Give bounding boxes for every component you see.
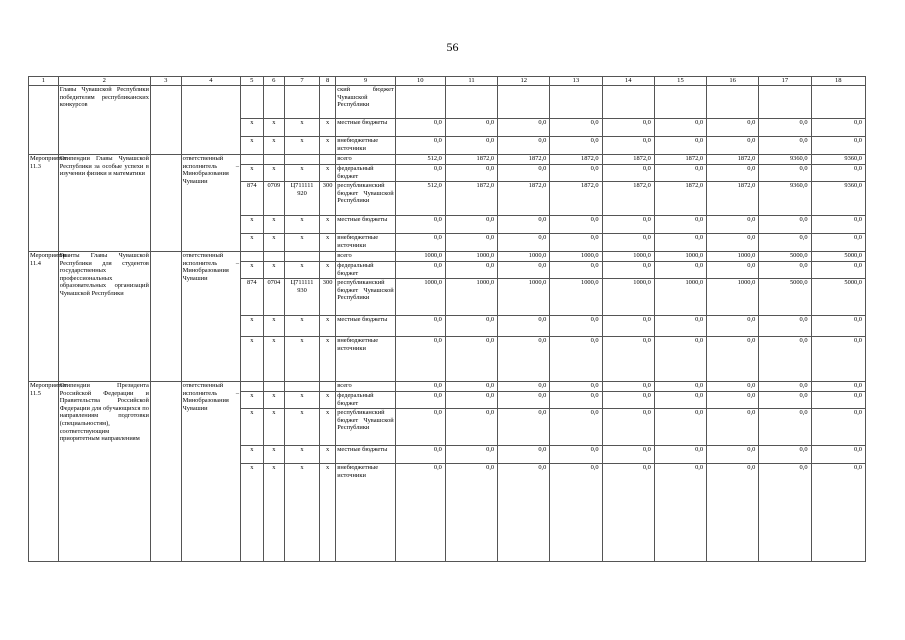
value-cell: 0,0	[759, 409, 811, 446]
value-cell: 0,0	[759, 392, 811, 409]
value-cell: 0,0	[654, 119, 706, 137]
value-cell: 0,0	[445, 446, 497, 464]
column-number: 1	[29, 77, 59, 86]
budget-table	[28, 76, 866, 562]
budget-code-cell: 300	[319, 182, 335, 216]
budget-code-cell: x	[319, 119, 335, 137]
value-cell	[811, 86, 865, 119]
value-cell: 0,0	[550, 234, 602, 252]
budget-code-cell: x	[285, 409, 320, 446]
value-cell: 0,0	[550, 446, 602, 464]
value-cell: 0,0	[550, 409, 602, 446]
funding-source-cell: республиканский бюджет Чувашской Республики	[336, 182, 395, 216]
budget-code-cell: x	[285, 316, 320, 337]
value-cell: 0,0	[550, 165, 602, 182]
value-cell: 1872,0	[445, 155, 497, 165]
value-cell: 0,0	[445, 409, 497, 446]
value-cell: 9360,0	[811, 182, 865, 216]
value-cell: 0,0	[654, 382, 706, 392]
funding-source-cell: внебюджетные источники	[336, 337, 395, 382]
event-id-cell: Мероприятие 11.3	[29, 155, 59, 252]
budget-code-cell: x	[263, 409, 285, 446]
budget-code-cell: x	[285, 234, 320, 252]
budget-code-cell: x	[241, 409, 264, 446]
budget-code-cell: x	[263, 137, 285, 155]
budget-code-cell: x	[263, 234, 285, 252]
value-cell: 0,0	[811, 409, 865, 446]
budget-code-cell	[285, 252, 320, 262]
value-cell: 5000,0	[811, 252, 865, 262]
value-cell: 0,0	[445, 392, 497, 409]
value-cell: 0,0	[395, 464, 445, 562]
value-cell: 0,0	[654, 392, 706, 409]
column-number: 2	[58, 77, 150, 86]
value-cell: 0,0	[707, 337, 759, 382]
value-cell: 0,0	[395, 316, 445, 337]
value-cell: 0,0	[811, 382, 865, 392]
budget-code-cell: x	[241, 316, 264, 337]
value-cell: 1000,0	[550, 252, 602, 262]
funding-source-cell: внебюджетные источники	[336, 234, 395, 252]
value-cell: 0,0	[602, 464, 654, 562]
event-id-cell: Мероприятие 11.5	[29, 382, 59, 562]
value-cell: 0,0	[654, 262, 706, 279]
value-cell: 0,0	[707, 262, 759, 279]
value-cell: 0,0	[395, 119, 445, 137]
column-number: 5	[241, 77, 264, 86]
column-number: 4	[181, 77, 240, 86]
budget-code-cell: x	[241, 234, 264, 252]
budget-code-cell: 0709	[263, 182, 285, 216]
value-cell: 0,0	[395, 409, 445, 446]
value-cell: 1000,0	[445, 252, 497, 262]
budget-code-cell: x	[285, 137, 320, 155]
value-cell	[707, 86, 759, 119]
value-cell: 1872,0	[445, 182, 497, 216]
value-cell: 0,0	[811, 446, 865, 464]
value-cell: 0,0	[654, 216, 706, 234]
budget-code-cell	[285, 86, 320, 119]
value-cell: 0,0	[602, 234, 654, 252]
empty-cell	[150, 382, 181, 562]
value-cell: 0,0	[445, 216, 497, 234]
value-cell: 0,0	[707, 392, 759, 409]
budget-code-cell	[263, 252, 285, 262]
value-cell: 0,0	[550, 337, 602, 382]
budget-code-cell	[263, 86, 285, 119]
value-cell: 0,0	[759, 262, 811, 279]
budget-code-cell	[319, 86, 335, 119]
value-cell: 0,0	[759, 446, 811, 464]
value-cell: 0,0	[498, 262, 550, 279]
event-name-cell: Главы Чувашской Республики победителям республиканских конкурсов	[58, 86, 150, 155]
budget-code-cell: x	[241, 446, 264, 464]
value-cell: 0,0	[707, 216, 759, 234]
value-cell: 0,0	[654, 165, 706, 182]
value-cell: 0,0	[707, 165, 759, 182]
budget-code-cell: Ц711111 930	[285, 279, 320, 316]
value-cell: 0,0	[602, 165, 654, 182]
funding-source-cell: федеральный бюджет	[336, 262, 395, 279]
table-row	[29, 86, 866, 119]
funding-source-cell: ский бюджет Чувашской Республики	[336, 86, 395, 119]
executor-cell	[181, 86, 240, 155]
empty-cell	[150, 155, 181, 252]
value-cell: 512,0	[395, 182, 445, 216]
budget-code-cell: x	[263, 216, 285, 234]
value-cell: 1872,0	[602, 155, 654, 165]
funding-source-cell: местные бюджеты	[336, 119, 395, 137]
value-cell: 0,0	[811, 137, 865, 155]
funding-source-cell: республиканский бюджет Чувашской Республики	[336, 409, 395, 446]
value-cell: 0,0	[445, 337, 497, 382]
value-cell: 0,0	[602, 382, 654, 392]
value-cell: 0,0	[602, 262, 654, 279]
value-cell: 0,0	[759, 216, 811, 234]
budget-code-cell: x	[285, 464, 320, 562]
value-cell: 1872,0	[550, 182, 602, 216]
column-number: 18	[811, 77, 865, 86]
value-cell: 1000,0	[395, 279, 445, 316]
budget-code-cell	[241, 155, 264, 165]
budget-code-cell: x	[241, 392, 264, 409]
column-number: 16	[707, 77, 759, 86]
budget-code-cell: x	[319, 446, 335, 464]
value-cell: 0,0	[811, 165, 865, 182]
table-row	[29, 252, 866, 262]
value-cell: 0,0	[395, 392, 445, 409]
value-cell: 0,0	[498, 216, 550, 234]
value-cell: 0,0	[395, 137, 445, 155]
value-cell: 0,0	[550, 392, 602, 409]
value-cell: 0,0	[654, 337, 706, 382]
value-cell: 0,0	[759, 165, 811, 182]
value-cell: 1000,0	[602, 252, 654, 262]
value-cell: 0,0	[759, 337, 811, 382]
value-cell: 0,0	[654, 409, 706, 446]
budget-code-cell: x	[263, 262, 285, 279]
value-cell: 0,0	[811, 119, 865, 137]
budget-code-cell	[319, 155, 335, 165]
funding-source-cell: всего	[336, 382, 395, 392]
value-cell	[395, 86, 445, 119]
executor-cell: ответственный исполнитель – Минобразования Чувашии	[181, 252, 240, 382]
column-number: 12	[498, 77, 550, 86]
funding-source-cell: внебюджетные источники	[336, 464, 395, 562]
value-cell: 0,0	[445, 119, 497, 137]
budget-code-cell: x	[263, 446, 285, 464]
value-cell	[445, 86, 497, 119]
budget-code-cell: x	[285, 216, 320, 234]
value-cell: 1872,0	[654, 155, 706, 165]
value-cell: 0,0	[445, 234, 497, 252]
value-cell: 9360,0	[811, 155, 865, 165]
funding-source-cell: федеральный бюджет	[336, 392, 395, 409]
value-cell: 0,0	[445, 262, 497, 279]
value-cell: 0,0	[811, 234, 865, 252]
value-cell: 0,0	[811, 262, 865, 279]
column-number: 15	[654, 77, 706, 86]
value-cell	[550, 86, 602, 119]
column-number: 3	[150, 77, 181, 86]
budget-code-cell	[263, 155, 285, 165]
value-cell: 0,0	[654, 137, 706, 155]
budget-code-cell: x	[241, 464, 264, 562]
budget-code-cell	[263, 382, 285, 392]
empty-cell	[150, 252, 181, 382]
value-cell: 1000,0	[602, 279, 654, 316]
value-cell: 0,0	[707, 234, 759, 252]
value-cell: 1872,0	[498, 155, 550, 165]
funding-source-cell: местные бюджеты	[336, 446, 395, 464]
value-cell: 0,0	[654, 446, 706, 464]
value-cell: 1872,0	[654, 182, 706, 216]
value-cell: 5000,0	[759, 279, 811, 316]
event-name-cell: Стипендии Главы Чувашской Республики за особые успехи в изучении физики и математики	[58, 155, 150, 252]
value-cell: 1872,0	[550, 155, 602, 165]
value-cell: 0,0	[759, 382, 811, 392]
value-cell: 1000,0	[707, 252, 759, 262]
budget-code-cell: x	[319, 316, 335, 337]
value-cell: 0,0	[550, 262, 602, 279]
budget-code-cell: x	[241, 165, 264, 182]
value-cell: 0,0	[395, 262, 445, 279]
executor-cell: ответственный исполнитель – Минобразования Чувашии	[181, 155, 240, 252]
column-number: 10	[395, 77, 445, 86]
column-number: 14	[602, 77, 654, 86]
value-cell: 0,0	[707, 316, 759, 337]
value-cell: 0,0	[498, 316, 550, 337]
value-cell: 1872,0	[602, 182, 654, 216]
value-cell: 1000,0	[395, 252, 445, 262]
value-cell: 0,0	[550, 216, 602, 234]
value-cell: 0,0	[498, 337, 550, 382]
table-row	[29, 382, 866, 392]
value-cell: 0,0	[445, 137, 497, 155]
budget-code-cell: x	[319, 216, 335, 234]
budget-code-cell: x	[263, 165, 285, 182]
budget-code-cell	[319, 382, 335, 392]
value-cell: 0,0	[759, 119, 811, 137]
budget-code-cell: x	[263, 119, 285, 137]
value-cell: 1872,0	[707, 155, 759, 165]
value-cell: 0,0	[707, 382, 759, 392]
value-cell: 0,0	[602, 392, 654, 409]
budget-code-cell: x	[285, 337, 320, 382]
funding-source-cell: местные бюджеты	[336, 216, 395, 234]
value-cell: 0,0	[445, 464, 497, 562]
value-cell: 0,0	[811, 316, 865, 337]
value-cell: 0,0	[395, 337, 445, 382]
value-cell: 0,0	[811, 216, 865, 234]
value-cell: 0,0	[654, 464, 706, 562]
event-id-cell	[29, 86, 59, 155]
column-number: 6	[263, 77, 285, 86]
budget-code-cell: x	[285, 446, 320, 464]
value-cell: 0,0	[395, 165, 445, 182]
value-cell: 0,0	[707, 137, 759, 155]
budget-code-cell	[241, 382, 264, 392]
event-name-cell: Гранты Главы Чувашской Республики для студентов государственных профессиональных образовательных организаций Чувашской Республики	[58, 252, 150, 382]
budget-code-cell: 0704	[263, 279, 285, 316]
value-cell: 0,0	[707, 119, 759, 137]
value-cell: 9360,0	[759, 155, 811, 165]
value-cell: 0,0	[445, 382, 497, 392]
column-number: 11	[445, 77, 497, 86]
funding-source-cell: федеральный бюджет	[336, 165, 395, 182]
funding-source-cell: всего	[336, 155, 395, 165]
value-cell: 9360,0	[759, 182, 811, 216]
value-cell: 0,0	[498, 464, 550, 562]
value-cell: 0,0	[445, 165, 497, 182]
value-cell: 1000,0	[445, 279, 497, 316]
value-cell: 0,0	[707, 409, 759, 446]
value-cell: 0,0	[811, 337, 865, 382]
funding-source-cell: всего	[336, 252, 395, 262]
budget-code-cell: x	[319, 137, 335, 155]
budget-code-cell: 874	[241, 279, 264, 316]
budget-code-cell: x	[319, 165, 335, 182]
value-cell: 0,0	[811, 392, 865, 409]
value-cell: 0,0	[759, 464, 811, 562]
budget-code-cell: x	[319, 409, 335, 446]
value-cell: 0,0	[395, 382, 445, 392]
funding-source-cell: внебюджетные источники	[336, 137, 395, 155]
budget-code-cell: x	[285, 119, 320, 137]
value-cell: 0,0	[498, 446, 550, 464]
value-cell	[602, 86, 654, 119]
column-number: 8	[319, 77, 335, 86]
budget-code-cell: x	[319, 337, 335, 382]
budget-code-cell: x	[241, 337, 264, 382]
column-number: 9	[336, 77, 395, 86]
value-cell: 1000,0	[550, 279, 602, 316]
value-cell: 0,0	[654, 234, 706, 252]
budget-code-cell: 874	[241, 182, 264, 216]
value-cell: 0,0	[550, 464, 602, 562]
value-cell: 1000,0	[707, 279, 759, 316]
budget-code-cell: x	[285, 262, 320, 279]
value-cell: 5000,0	[811, 279, 865, 316]
value-cell: 0,0	[602, 216, 654, 234]
value-cell: 5000,0	[759, 252, 811, 262]
value-cell: 0,0	[498, 137, 550, 155]
budget-code-cell: x	[241, 119, 264, 137]
budget-code-cell	[241, 252, 264, 262]
value-cell	[498, 86, 550, 119]
value-cell: 0,0	[759, 137, 811, 155]
value-cell: 0,0	[445, 316, 497, 337]
value-cell: 0,0	[550, 382, 602, 392]
value-cell: 0,0	[602, 119, 654, 137]
budget-code-cell: x	[319, 262, 335, 279]
value-cell: 0,0	[550, 137, 602, 155]
budget-code-cell: x	[285, 165, 320, 182]
budget-code-cell	[319, 252, 335, 262]
budget-code-cell: x	[263, 392, 285, 409]
empty-cell	[150, 86, 181, 155]
value-cell: 1000,0	[654, 252, 706, 262]
value-cell: 0,0	[550, 119, 602, 137]
funding-source-cell: республиканский бюджет Чувашской Республики	[336, 279, 395, 316]
value-cell: 0,0	[707, 446, 759, 464]
value-cell: 0,0	[602, 137, 654, 155]
value-cell: 0,0	[707, 464, 759, 562]
value-cell: 0,0	[654, 316, 706, 337]
budget-code-cell: x	[263, 316, 285, 337]
value-cell	[759, 86, 811, 119]
budget-code-cell: x	[285, 392, 320, 409]
value-cell: 0,0	[602, 337, 654, 382]
budget-code-cell	[241, 86, 264, 119]
value-cell: 1000,0	[498, 252, 550, 262]
value-cell: 512,0	[395, 155, 445, 165]
budget-code-cell: x	[319, 392, 335, 409]
budget-code-cell: x	[241, 137, 264, 155]
column-numbers-row	[29, 77, 866, 86]
value-cell: 0,0	[498, 165, 550, 182]
budget-code-cell: 300	[319, 279, 335, 316]
budget-code-cell: x	[263, 464, 285, 562]
funding-source-cell: местные бюджеты	[336, 316, 395, 337]
executor-cell: ответственный исполнитель – Минобразования Чувашии	[181, 382, 240, 562]
value-cell: 0,0	[498, 382, 550, 392]
event-id-cell: Мероприятие 11.4	[29, 252, 59, 382]
value-cell	[654, 86, 706, 119]
budget-code-cell: x	[319, 234, 335, 252]
value-cell: 0,0	[498, 409, 550, 446]
budget-code-cell	[285, 155, 320, 165]
budget-code-cell	[285, 382, 320, 392]
budget-code-cell: x	[263, 337, 285, 382]
value-cell: 0,0	[759, 234, 811, 252]
event-name-cell: Стипендии Президента Российской Федерации и Правительства Российской Федерации для обучающихся по направлениям подготовки (специальностям), соответствующим приоритетным направлениям	[58, 382, 150, 562]
value-cell: 0,0	[602, 316, 654, 337]
value-cell: 0,0	[498, 234, 550, 252]
column-number: 13	[550, 77, 602, 86]
budget-code-cell: x	[319, 464, 335, 562]
table-row	[29, 155, 866, 165]
budget-code-cell: x	[241, 262, 264, 279]
budget-code-cell: x	[241, 216, 264, 234]
value-cell: 0,0	[498, 392, 550, 409]
column-number: 7	[285, 77, 320, 86]
column-number: 17	[759, 77, 811, 86]
value-cell: 0,0	[498, 119, 550, 137]
value-cell: 0,0	[811, 464, 865, 562]
value-cell: 0,0	[395, 446, 445, 464]
value-cell: 0,0	[602, 446, 654, 464]
value-cell: 1872,0	[707, 182, 759, 216]
value-cell: 1000,0	[654, 279, 706, 316]
value-cell: 0,0	[395, 216, 445, 234]
value-cell: 1000,0	[498, 279, 550, 316]
value-cell: 0,0	[550, 316, 602, 337]
value-cell: 0,0	[759, 316, 811, 337]
page-number: 56	[446, 40, 459, 54]
value-cell: 0,0	[395, 234, 445, 252]
budget-code-cell: Ц711111 920	[285, 182, 320, 216]
value-cell: 1872,0	[498, 182, 550, 216]
value-cell: 0,0	[602, 409, 654, 446]
